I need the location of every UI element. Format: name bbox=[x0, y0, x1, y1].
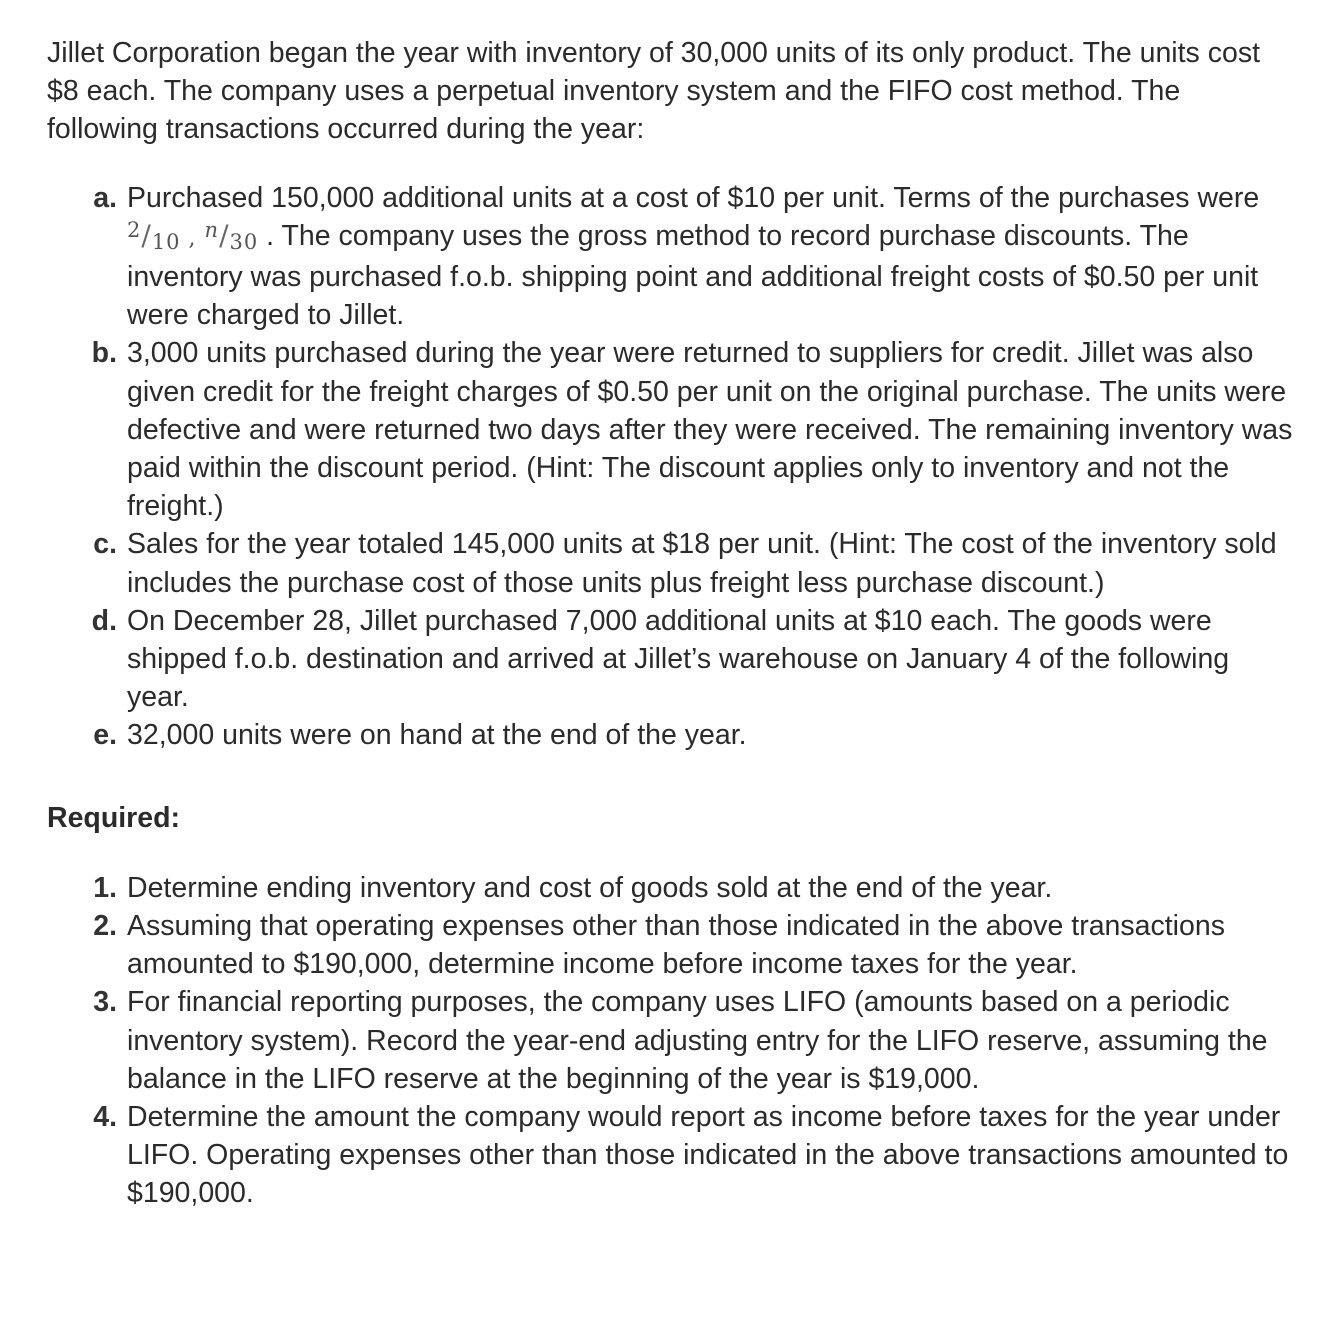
required-item-1 bbox=[47, 869, 1294, 907]
discount-numerator: 2 bbox=[127, 217, 142, 242]
list-marker: a. bbox=[93, 181, 117, 214]
transaction-text: Sales for the year totaled 145,000 units at $18 per unit. (Hint: The cost of the inventory sold includes the purchase cost of those units plus freight less purchase discount.) bbox=[127, 528, 1277, 599]
transaction-item-a bbox=[47, 179, 1294, 335]
transaction-text-end: . The company uses the gross method to record purchase discounts. The inventory was purchased f.o.b. shipping point and additional freight costs of $0.50 per unit were charged to Jillet. bbox=[127, 219, 1259, 332]
list-marker: 3. bbox=[93, 986, 117, 1019]
transaction-item-e bbox=[47, 716, 1294, 754]
required-text: Determine ending inventory and cost of goods sold at the end of the year. bbox=[127, 871, 1053, 904]
required-item-3 bbox=[47, 983, 1294, 1098]
list-marker: c. bbox=[93, 528, 117, 561]
transaction-text: On December 28, Jillet purchased 7,000 additional units at $10 each. The goods were shipped f.o.b. destination and arrived at Jillet’s warehouse on January 4 of the following year. bbox=[127, 604, 1230, 714]
list-marker: d. bbox=[91, 604, 117, 637]
list-marker: b. bbox=[91, 337, 117, 370]
transaction-item-d bbox=[47, 602, 1294, 717]
transaction-text: 3,000 units purchased during the year were returned to suppliers for credit. Jillet was also given credit for the freight charges of $0.50 per unit on the original purchase. The units were defective and were returned two days after they were received. The remaining inventory was paid within the discount period. (Hint: The discount applies only to inventory and not the freight.) bbox=[127, 337, 1293, 523]
required-item-2 bbox=[47, 907, 1294, 983]
transaction-text-start: Purchased 150,000 additional units at a cost of $10 per unit. Terms of the purchases were bbox=[127, 181, 1260, 214]
required-text: For financial reporting purposes, the company uses LIFO (amounts based on a periodic inventory system). Record the year-end adjusting entry for the LIFO reserve, assuming the balance in the LIFO reserve at the beginning of the year is $19,000. bbox=[127, 986, 1268, 1095]
transaction-text: 32,000 units were on hand at the end of the year. bbox=[127, 719, 747, 752]
required-list bbox=[47, 869, 1294, 1213]
terms-separator: , bbox=[180, 225, 205, 251]
list-marker: 2. bbox=[93, 910, 117, 943]
required-heading: Required: bbox=[47, 801, 181, 834]
list-marker: e. bbox=[93, 719, 117, 752]
net-denominator: 30 bbox=[229, 229, 259, 254]
intro-paragraph: Jillet Corporation began the year with inventory of 30,000 units of its only product. The units cost $8 each. The company uses a perpetual inventory system and the FIFO cost method. The following transactions occurred during the year: bbox=[47, 37, 1260, 146]
transactions-list bbox=[47, 179, 1294, 755]
list-marker: 4. bbox=[93, 1101, 117, 1134]
payment-terms-fraction: 2/10 , n/30 bbox=[127, 217, 259, 254]
transaction-item-c bbox=[47, 525, 1294, 601]
list-marker: 1. bbox=[93, 871, 117, 904]
required-item-4 bbox=[47, 1098, 1294, 1213]
transaction-text bbox=[127, 179, 1294, 335]
transaction-item-b bbox=[47, 334, 1294, 525]
net-numerator: n bbox=[204, 217, 220, 242]
discount-denominator: 10 bbox=[151, 229, 181, 254]
required-text: Assuming that operating expenses other than those indicated in the above transactions amounted to $190,000, determine income before income taxes for the year. bbox=[127, 910, 1225, 981]
required-text: Determine the amount the company would report as income before taxes for the year under LIFO. Operating expenses other than those indicated in the above transactions amounted to $190,000. bbox=[127, 1101, 1289, 1210]
